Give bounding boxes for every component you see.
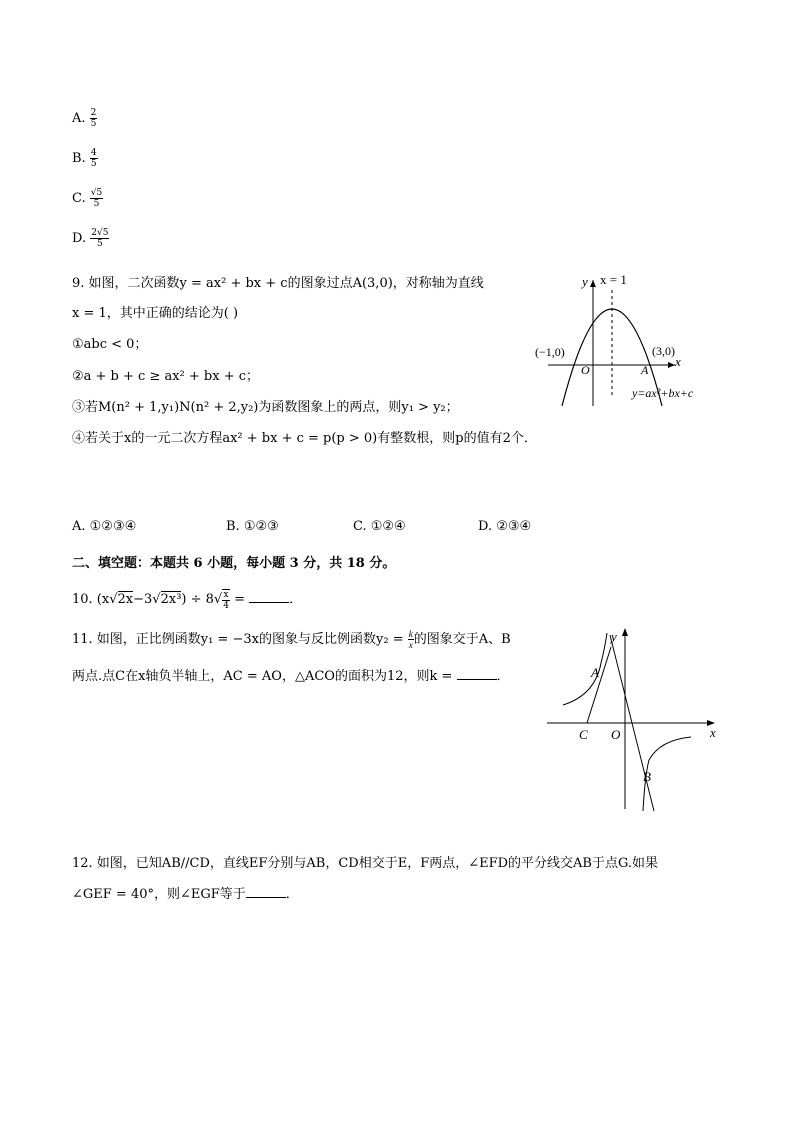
fraction: $\frac{4}{5}$: [90, 148, 97, 169]
fraction: $\frac{2√5}{5}$: [91, 228, 109, 249]
q11-line1: [72, 628, 511, 650]
fraction: $\frac{2}{5}$: [90, 108, 97, 129]
q10-mid: −3: [133, 592, 153, 607]
q11-text-b: 的图象交于A、B: [413, 632, 511, 647]
point-a-label: A: [591, 665, 599, 680]
k-over-x-fraction: $\frac{k}{x}$: [408, 629, 413, 650]
option-label: A.: [72, 111, 86, 126]
q9-statement-4: ④若关于x的一元二次方程ax² + bx + c = p(p > 0)有整数根，则p的值有2个．: [72, 431, 537, 446]
hyperbola-branch-upper: [563, 633, 607, 705]
sqrt-sign: √: [213, 592, 223, 607]
q10-radicand-1: 2x: [117, 592, 134, 607]
point-label-right: (3,0): [652, 344, 675, 358]
sqrt-sign: √: [109, 592, 118, 607]
q10-suffix: =: [229, 592, 250, 607]
symmetry-axis-label: x = 1: [600, 272, 627, 287]
point-a-label: A: [641, 363, 649, 377]
q8-option-b: [72, 148, 98, 169]
answer-blank[interactable]: [457, 667, 497, 680]
period: ．: [289, 592, 303, 607]
q9-option-a: A. ①②③④: [72, 519, 137, 534]
q9-option-d: D. ②③④: [478, 519, 532, 534]
period: ．: [496, 669, 510, 684]
x-axis-label: x: [675, 354, 681, 369]
q10-radicand-2: 2x³: [160, 592, 182, 607]
q12-line1: 12. 如图，已知AB//CD，直线EF分别与AB，CD相交于E，F两点，∠EFD的平分线交AB于点G.如果: [72, 856, 659, 871]
answer-blank[interactable]: [246, 885, 286, 898]
q9-statement-2: ②a + b + c ≥ ax² + bx + c；: [72, 369, 260, 384]
q9-line1: 9. 如图，二次函数y = ax² + bx + c的图象过点A(3,0)，对称轴为直线: [72, 276, 484, 291]
sqrt-sign: √: [152, 592, 161, 607]
q11-hyperbola-figure: [545, 625, 725, 815]
origin-label: O: [581, 363, 590, 377]
q8-option-c: [72, 188, 103, 209]
option-label: B.: [72, 151, 86, 166]
y-axis-arrow: [590, 280, 596, 287]
q9-option-b: B. ①②③: [226, 519, 279, 534]
q9-statement-3: ③若M(n² + 1,y₁)N(n² + 2,y₂)为函数图象上的两点，则y₁ > y₂；: [72, 400, 459, 415]
q10-prefix: 10. (x: [72, 592, 110, 607]
q11-text-a: 11. 如图，正比例函数y₁ = −3x的图象与反比例函数y₂ =: [72, 632, 408, 647]
point-c-label: C: [579, 727, 588, 742]
q12-text: ∠GEF = 40°，则∠EGF等于: [72, 887, 246, 902]
q9-statement-1: ①abc < 0；: [72, 337, 148, 352]
y-axis-label: y: [611, 629, 617, 644]
q11-line2: [72, 665, 510, 684]
answer-blank[interactable]: [249, 590, 289, 603]
q10-fraction: $\frac{x}{4}$: [223, 589, 229, 611]
curve-label: y=ax²+bx+c: [632, 386, 694, 400]
q10-mid2: ) ÷ 8: [181, 592, 214, 607]
x-axis-arrow: [668, 362, 675, 368]
q12-line2: [72, 883, 299, 902]
point-b-label: B: [643, 769, 651, 784]
q8-option-a: [72, 108, 97, 129]
origin-label: O: [611, 727, 621, 742]
segment-ac: [587, 647, 611, 723]
q9-line2: x = 1，其中正确的结论为( ): [72, 306, 239, 321]
q9-parabola-figure: [530, 268, 730, 413]
q11-text-c: 两点.点C在x轴负半轴上，AC = AO，△ACO的面积为12，则k =: [72, 669, 457, 684]
section-heading: 二、填空题：本题共 6 小题，每小题 3 分，共 18 分。: [72, 556, 396, 571]
option-label: C.: [72, 191, 86, 206]
y-axis-arrow: [622, 628, 628, 636]
y-axis-label: y: [582, 274, 588, 289]
period: ．: [285, 887, 299, 902]
option-label: D.: [72, 231, 87, 246]
x-axis-label: x: [710, 725, 716, 740]
fraction: $\frac{√5}{5}$: [90, 188, 103, 209]
point-label-left: (−1,0): [535, 345, 565, 359]
q9-option-c: C. ①②④: [353, 519, 406, 534]
q8-option-d: [72, 228, 109, 249]
q10-expression: [72, 588, 302, 611]
